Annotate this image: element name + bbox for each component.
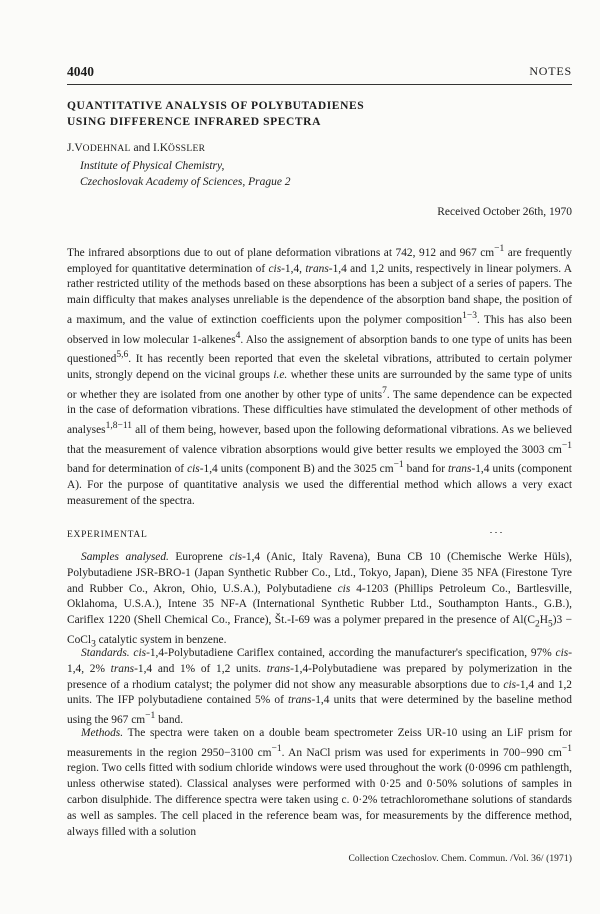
- reference-superscript: 4: [235, 330, 241, 341]
- body-text: region. Two cells fitted with sodium chloride windows were used throughout the work (0·0996 cm pathlength, unless otherwise stated). Classical analyses were performed with 0·25 and 0·50% solutions of samples in carbon disulphide. The difference spectra were taken using c. 0·2% tetrachloromethane solutions of standards as well as samples. The cell placed in the reference beam was, for measurements by the difference method, always filled with a solution: [67, 762, 572, 838]
- intro-text: . The same dependence can be expected in the case of deformation vibrations. These difficulties have stimulated the development of other methods of analyses: [67, 388, 572, 436]
- reference-superscript: 7: [382, 385, 387, 396]
- body-text: -1,4 units that were determined by the baseline method using the 967 cm: [67, 694, 572, 726]
- italic-term: trans: [305, 262, 329, 275]
- body-text: )3 − CoCl: [67, 614, 572, 647]
- intro-text: are frequently employed for quantitative determination of: [67, 246, 572, 275]
- author-conjunction: and: [130, 142, 154, 154]
- intro-text: . It has recently been reported that even the skeletal vibrations, attributed to certain polymer units, strongly depend on the vicinal groups: [67, 352, 572, 381]
- samples-paragraph: [67, 550, 572, 653]
- body-text: -1,4 and 1% of 1,2 units.: [134, 662, 267, 675]
- intro-text: . Also the assignement of absorption bands to one type of units has been questioned: [67, 333, 572, 365]
- body-text: -1,4 and 1,2 units. The IFP polybutadiene contained 5% of: [67, 678, 572, 707]
- body-text: Europrene: [168, 551, 230, 563]
- intro-text: all of them being, however, based upon the following deformational vibrations. As we believed that the measurement of valence vibration absorptions would give better results we employed the 3003 cm: [67, 423, 572, 456]
- superscript: −1: [393, 460, 404, 471]
- italic-term: cis: [503, 678, 517, 691]
- italic-term: cis: [337, 582, 351, 595]
- received-date: Received October 26th, 1970: [437, 206, 572, 218]
- superscript: −1: [145, 711, 156, 722]
- affiliation-line-2: Czechoslovak Academy of Sciences, Prague 2: [80, 176, 291, 188]
- reference-superscript: 1,8−11: [105, 420, 132, 431]
- body-text: 4-1203 (Phillips Petroleum Co., Bartlesville, Oklahoma, U.S.A.), Intene 35 NF-A (International Synthetic Rubber Ltd., Southampton Hants., G.B.), Cariflex 1220 (Shell Chemical Co., France), Št.-I-69 was a polymer prepared in the presence of Al(C: [67, 582, 572, 627]
- body-text: -1,4-Polybutadiene was prepared by polymerization in the presence of a rhodium catalyst; the polymer did not show any measurable absorptions due to: [67, 662, 572, 691]
- paragraph-lead: Standards.: [81, 647, 130, 659]
- subscript: 5: [547, 619, 553, 630]
- italic-term: cis: [133, 647, 147, 659]
- body-text: The spectra were taken on a double beam spectrometer Zeiss UR-10 using an LiF prism for measurements in the region 2950−3100 cm: [67, 727, 572, 759]
- italic-term: cis: [555, 647, 569, 659]
- body-text: -1,4-Polybutadiene Cariflex contained, according the manufacturer's specification, 97%: [146, 647, 556, 659]
- title-line-2: USING DIFFERENCE INFRARED SPECTRA: [67, 116, 321, 128]
- body-text: -1,4, 2%: [67, 647, 572, 675]
- running-header: [67, 64, 572, 82]
- body-text: . An NaCl prism was used for experiments in 700−990 cm: [281, 746, 562, 759]
- intro-text: whether these units are surrounded by the same type of units or whether they are isolated from one another by other type of units: [67, 368, 572, 401]
- affiliation: [80, 158, 291, 190]
- body-text: catalytic system in benzene.: [95, 634, 227, 647]
- section-heading-experimental: EXPERIMENTAL: [67, 530, 148, 540]
- author-1-surname: ODEHNAL: [82, 144, 131, 154]
- italic-term: cis: [268, 262, 282, 275]
- reference-superscript: 5,6: [116, 350, 129, 361]
- italic-term: trans: [288, 694, 312, 707]
- subscript: 2: [534, 619, 540, 630]
- author-2-surname: ÖSSLER: [168, 144, 206, 154]
- italic-term: i.e.: [273, 368, 288, 381]
- body-text: band.: [155, 713, 184, 726]
- italic-term: trans: [110, 662, 135, 675]
- body-text: -1,4 (Anic, Italy Ravena), Buna CB 10 (Chemische Werke Hüls), Polybutadiene JSR-BRO-1 (Japan Synthetic Rubber Co., Ltd., Tokyo, Japan), Diene 35 NFA (Firestone Tyre and Rubber Co., Akron, Ohio, U.S.A.), Polybutadiene: [67, 551, 572, 595]
- section-label: NOTES: [529, 64, 572, 78]
- methods-paragraph: [67, 726, 572, 840]
- intro-text: band for determination of: [67, 462, 188, 475]
- intro-paragraph: [67, 242, 572, 509]
- italic-term: cis: [229, 551, 243, 563]
- author-2-initials: I.K: [153, 142, 169, 154]
- superscript: −1: [271, 743, 282, 754]
- paragraph-lead: Samples analysed.: [81, 551, 169, 563]
- superscript: −1: [561, 440, 572, 451]
- intro-text: -1,4 units (component B) and the 3025 cm: [199, 462, 394, 475]
- author-1-initials: J.V: [67, 142, 83, 154]
- body-text: H: [539, 614, 548, 627]
- affiliation-line-1: Institute of Physical Chemistry,: [80, 160, 225, 172]
- title-line-1: QUANTITATIVE ANALYSIS OF POLYBUTADIENES: [67, 100, 365, 112]
- paragraph-lead: Methods.: [81, 727, 124, 739]
- scan-speck: [490, 520, 510, 522]
- journal-footer: Collection Czechoslov. Chem. Commun. /Vol. 36/ (1971): [348, 854, 572, 864]
- author-list: [67, 142, 205, 154]
- superscript: −1: [494, 244, 505, 254]
- reference-superscript: 1−3: [462, 310, 477, 321]
- article-title: [67, 98, 547, 130]
- subscript: 3: [91, 639, 96, 650]
- italic-term: cis: [187, 462, 200, 475]
- intro-text: The infrared absorptions due to out of plane deformation vibrations at 742, 912 and 967 cm: [67, 246, 495, 259]
- intro-text: -1,4 and 1,2 units, respectively in linear polymers. A rather restricted utility of the methods based on these absorptions has been a subject of a series of papers. The main difficulty that makes analyses unreliable is the dependence of the absorption band shape, the position of a maximum, and the value of extinction coefficients upon the polymer composition: [67, 262, 572, 326]
- italic-term: trans: [266, 662, 291, 675]
- intro-text: . This has also been observed in low molecular 1-alkenes: [67, 313, 572, 346]
- intro-text: band for: [403, 462, 449, 475]
- header-rule: [67, 84, 572, 85]
- intro-text: -1,4 units (component A). For the purpose of quantitative analysis we used the differential method which allows a very exact measurement of the spectra.: [67, 462, 572, 507]
- italic-term: trans: [448, 462, 472, 475]
- superscript: −1: [561, 743, 572, 754]
- intro-text: -1,4,: [281, 262, 306, 275]
- standards-paragraph: [67, 646, 572, 729]
- page-number: 4040: [67, 64, 94, 79]
